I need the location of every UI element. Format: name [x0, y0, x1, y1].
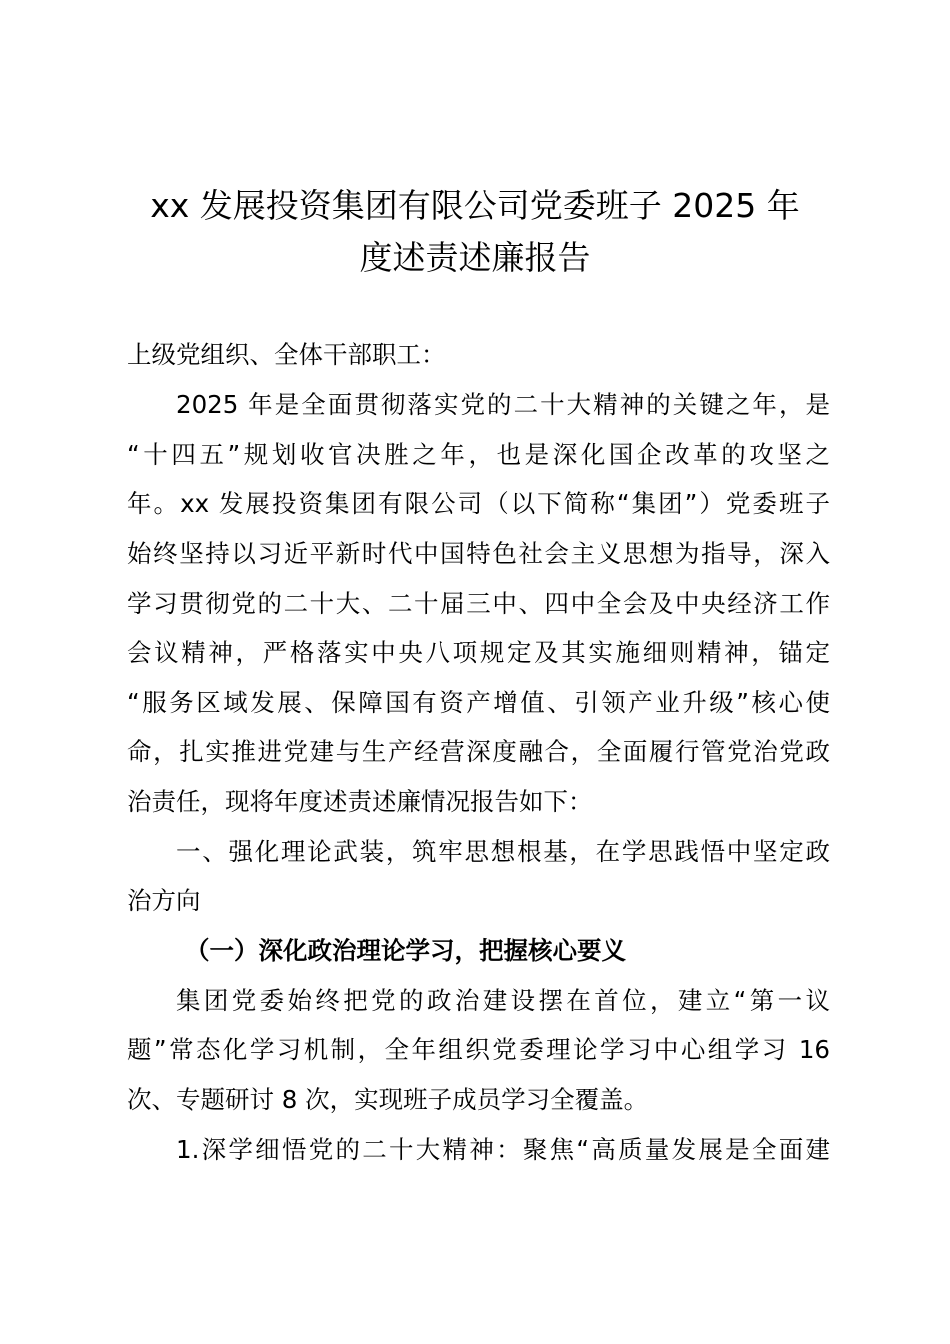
salutation: 上级党组织、全体干部职工：: [127, 340, 446, 369]
intro-line: 会议精神，严格落实中央八项规定及其实施细则精神，锚定: [127, 638, 830, 667]
title-line-2: 度述责述廉报告: [359, 238, 591, 277]
subsection-1-paragraph-line: 题”常态化学习机制，全年组织党委理论学习中心组学习 16: [127, 1035, 830, 1064]
intro-line: 治责任，现将年度述责述廉情况报告如下：: [127, 787, 593, 816]
intro-line: 命，扎实推进党建与生产经营深度融合，全面履行管党治党政: [127, 737, 830, 766]
item-1-line: 1.深学细悟党的二十大精神：聚焦“高质量发展是全面建: [176, 1135, 830, 1164]
subsection-1-paragraph-line: 次、专题研讨 8 次，实现班子成员学习全覆盖。: [127, 1085, 649, 1114]
subsection-1-paragraph-line: 集团党委始终把党的政治建设摆在首位，建立“第一议: [176, 986, 830, 1015]
title-line-1: xx 发展投资集团有限公司党委班子 2025 年: [150, 186, 800, 225]
intro-line: 年。xx 发展投资集团有限公司（以下简称“集团”）党委班子: [127, 489, 830, 518]
intro-line: 始终坚持以习近平新时代中国特色社会主义思想为指导，深入: [127, 539, 830, 568]
section-1-heading-line: 治方向: [127, 886, 201, 915]
subsection-1-heading: （一）深化政治理论学习，把握核心要义: [185, 936, 626, 965]
intro-line: 学习贯彻党的二十大、二十届三中、四中全会及中央经济工作: [127, 589, 830, 618]
intro-line: 2025 年是全面贯彻落实党的二十大精神的关键之年，是: [176, 390, 830, 419]
intro-line: “十四五”规划收官决胜之年，也是深化国企改革的攻坚之: [127, 440, 830, 469]
intro-line: “服务区域发展、保障国有资产增值、引领产业升级”核心使: [127, 688, 830, 717]
section-1-heading-line: 一、强化理论武装，筑牢思想根基，在学思践悟中坚定政: [176, 837, 830, 866]
document-title: [120, 180, 830, 284]
